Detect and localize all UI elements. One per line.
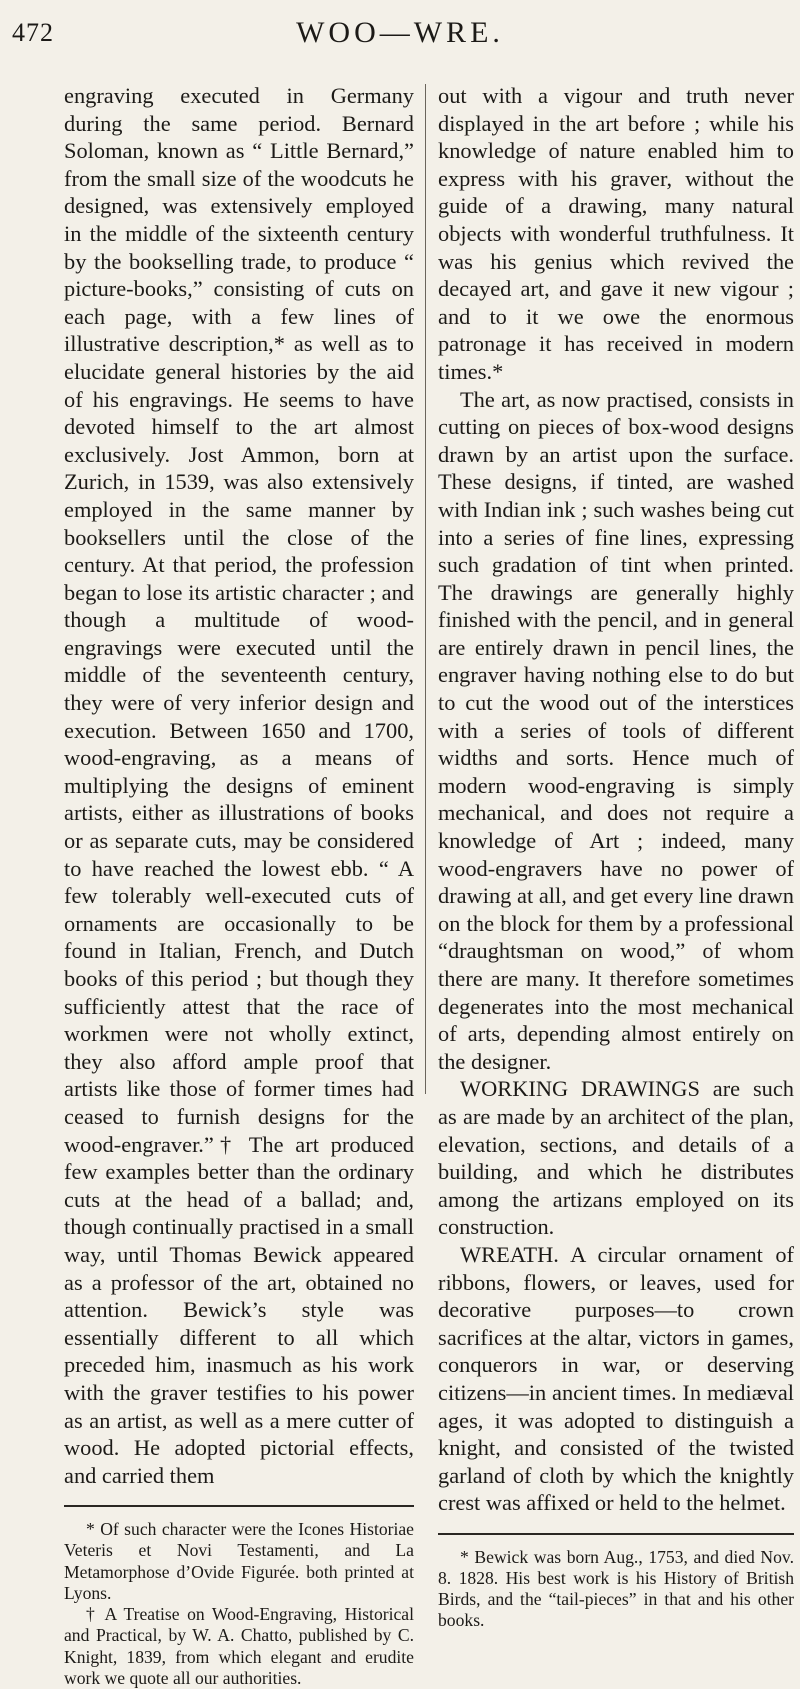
right-column — [438, 82, 794, 1632]
footnote-divider — [438, 1533, 794, 1535]
right-paragraph-art-practised: The art, as now practised, consists in cutting on pieces of box-wood designs drawn by an artist upon the surface. These designs, if tinted, are washed with Indian ink ; such washes being cut into a series of fine lines, expressing such gradation of tint when printed. The drawings are generally highly finished with the pencil, and in general are entirely drawn in pencil lines, the engraver having nothing else to do but to cut the wood out of the interstices with a series of tools of different widths and sorts. Hence much of modern wood-engraving is simply mechanical, and does not require a knowledge of Art ; indeed, many wood-engravers have no power of drawing at all, and get every line drawn on the block for them by a professional “draughtsman on wood,” of whom there are many. It therefore sometimes degenerates into the most mechanical of arts, depending almost entirely on the designer. — [438, 386, 794, 1074]
footnote-chatto-treatise: † A Treatise on Wood-Engraving, Historical and Practical, by W. A. Chatto, published by C. Knight, 1839, from which elegant and erudite work we quote all our authorities. — [64, 1604, 414, 1688]
left-footnotes — [64, 1519, 414, 1689]
page-number: 472 — [12, 18, 54, 47]
running-head: WOO—WRE. — [296, 16, 504, 49]
left-body-paragraph: engraving executed in Germany during the same period. Bernard Soloman, known as “ Little Bernard,” from the small size of the woodcuts he designed, was extensively employed in the middle of the sixteenth century by the bookselling trade, to produce “ picture-books,” consisting of cuts on each page, with a few lines of illustrative description,* as well as to elucidate general histories by the aid of his engravings. He seems to have devoted himself to the art almost exclusively. Jost Ammon, born at Zurich, in 1539, was also extensively employed in the same manner by booksellers until the close of the century. At that period, the profession began to lose its artistic character ; and though a multitude of wood-engravings were executed until the middle of the seventeenth century, they were of very inferior design and execution. Between 1650 and 1700, wood-engraving, as a means of multiplying the designs of eminent artists, either as illustrations of books or as separate cuts, may be considered to have reached the lowest ebb. “ A few tolerably well-executed cuts of ornaments are occasionally to be found in Italian, French, and Dutch books of this period ; but though they sufficiently attest that the race of workmen were not wholly extinct, they also afford ample proof that artists like those of former times had ceased to furnish designs for the wood-engraver.”† The art produced few examples better than the ordinary cuts at the head of a ballad; and, though continually practised in a small way, until Thomas Bewick appeared as a professor of the art, obtained no attention. Bewick’s style was essentially different to all which preceded him, inasmuch as his work with the graver testifies to his power as an artist, as well as a mere cutter of wood. He adopted pictorial effects, and carried them — [64, 83, 414, 1488]
entry-working-drawings: WORKING DRAWINGS are such as are made by an architect of the plan, elevation, sections, and details of a building, and which he distributes among the artizans employed on its construction. — [438, 1076, 794, 1240]
right-footnotes — [438, 1547, 794, 1632]
footnote-divider — [64, 1505, 414, 1507]
page-header — [0, 14, 800, 64]
left-column — [64, 82, 414, 1689]
column-divider — [425, 84, 426, 1094]
footnote-bewick: * Bewick was born Aug., 1753, and died Nov. 8. 1828. His best work is his History of British Birds, and the “tail-pieces” in that and his other books. — [438, 1546, 794, 1631]
entry-wreath: WREATH. A circular ornament of ribbons, flowers, or leaves, used for decorative purposes—to crown sacrifices at the altar, victors in games, conquerors in war, or deserving citizens—in ancient times. In mediæval ages, it was adopted to distinguish a knight, and consisted of the twisted garland of cloth by which the knightly crest was affixed or held to the helmet. — [438, 1241, 794, 1516]
footnote-icones: * Of such character were the Icones Historiae Veteris et Novi Testamenti, and La Metamorphose d’Ovide Figurée. both printed at Lyons. — [64, 1519, 414, 1603]
right-paragraph-continuation: out with a vigour and truth never displayed in the art before ; while his knowledge of nature enabled him to express with his graver, without the guide of a drawing, many natural objects with wonderful truthfulness. It was his genius which revived the decayed art, and gave it new vigour ; and to it we owe the enormous patronage it has received in modern times.* — [438, 83, 794, 384]
